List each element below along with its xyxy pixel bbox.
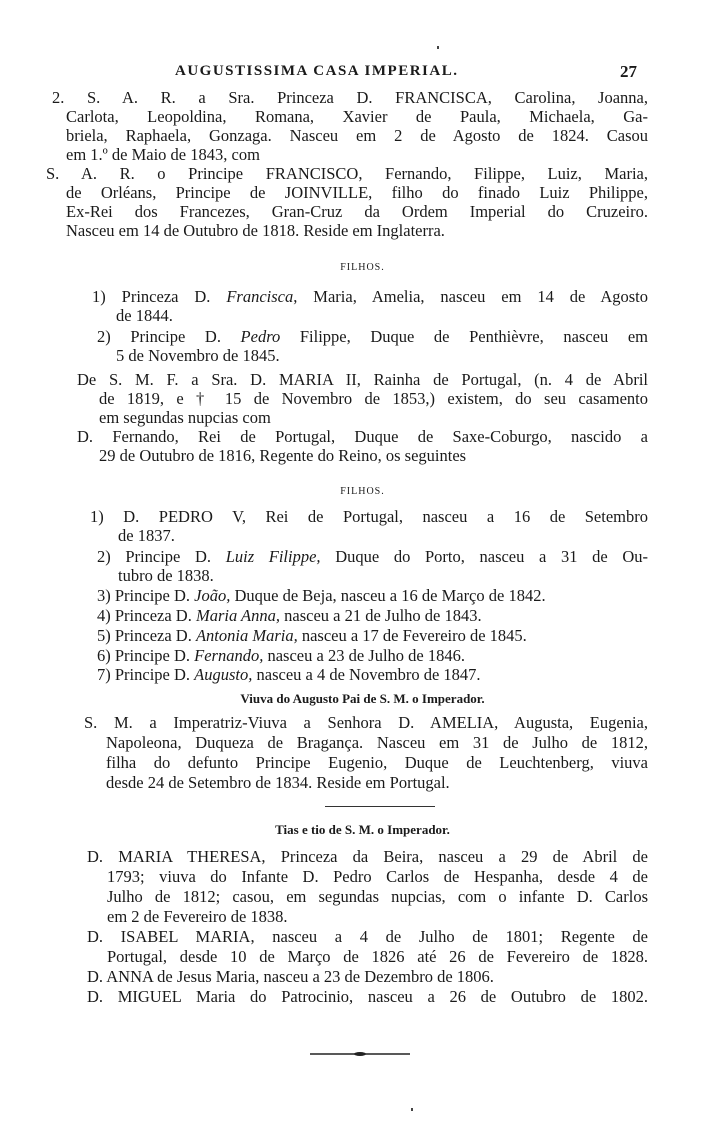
text-segment: 1) D. PEDRO V, Rei de Portugal, nasceu a 16 de Setembro bbox=[90, 507, 648, 526]
text-segment: briela, Raphaela, Gonzaga. Nasceu em 2 de Agosto de 1824. Casou bbox=[66, 126, 648, 145]
scan-speck bbox=[437, 46, 439, 49]
text-segment: Duque do Porto, nasceu a 31 de Ou- bbox=[320, 547, 648, 566]
text-line bbox=[77, 370, 648, 389]
page-number: 27 bbox=[620, 62, 637, 81]
text-segment: Viuva do Augusto Pai de S. M. o Imperador. bbox=[240, 691, 485, 706]
text-segment: nasceu a 17 de Fevereiro de 1845. bbox=[297, 626, 527, 645]
text-segment: D. ANNA de Jesus Maria, nasceu a 23 de Dezembro de 1806. bbox=[87, 967, 494, 986]
text-line bbox=[106, 733, 648, 752]
text-segment: nasceu a 4 de Novembro de 1847. bbox=[252, 665, 481, 684]
text-segment: D. MIGUEL Maria do Patrocinio, nasceu a 26 de Outubro de 1802. bbox=[87, 987, 648, 1006]
text-segment: de 1837. bbox=[118, 526, 175, 545]
text-segment: de 1819, e † 15 de Novembro de 1853,) existem, do seu casamento bbox=[99, 389, 648, 408]
text-segment: 3) Principe D. bbox=[97, 586, 195, 605]
scan-speck bbox=[411, 1108, 413, 1111]
text-segment: nasceu a 23 de Julho de 1846. bbox=[263, 646, 465, 665]
text-line bbox=[66, 202, 648, 221]
text-segment: Julho de 1812; casou, em segundas nupcias, com o infante D. Carlos bbox=[107, 887, 648, 906]
text-line bbox=[97, 606, 482, 625]
text-segment: 1793; viuva do Infante D. Pedro Carlos de Hespanha, desde 4 de bbox=[107, 867, 648, 886]
text-line bbox=[97, 626, 527, 645]
text-line bbox=[118, 526, 175, 545]
text-segment: de 1844. bbox=[116, 306, 173, 325]
text-segment: 5 de Novembro de 1845. bbox=[116, 346, 280, 365]
text-segment: Nasceu em 14 de Outubro de 1818. Reside em Inglaterra. bbox=[66, 221, 445, 240]
running-header-title: AUGUSTISSIMA CASA IMPERIAL. bbox=[175, 63, 459, 79]
text-segment: Filippe, Duque de Penthièvre, nasceu em bbox=[280, 327, 648, 346]
text-line bbox=[97, 586, 546, 605]
italic-name: Antonia Maria, bbox=[195, 626, 298, 645]
text-line bbox=[97, 665, 481, 684]
text-segment: FILHOS. bbox=[340, 262, 385, 273]
text-segment: 2) Principe D. bbox=[97, 547, 226, 566]
text-line bbox=[99, 408, 271, 427]
text-segment: Duque de Beja, nasceu a 16 de Março de 1842. bbox=[230, 586, 546, 605]
text-segment: De S. M. F. a Sra. D. MARIA II, Rainha de Portugal, (n. 4 de Abril bbox=[77, 370, 648, 389]
text-line bbox=[66, 183, 648, 202]
text-segment: D. ISABEL MARIA, nasceu a 4 de Julho de 1801; Regente de bbox=[87, 927, 648, 946]
section-heading bbox=[0, 258, 725, 277]
text-line bbox=[90, 507, 648, 526]
text-segment: D. Fernando, Rei de Portugal, Duque de Saxe-Coburgo, nascido a bbox=[77, 427, 648, 446]
text-line bbox=[52, 88, 648, 107]
text-line bbox=[87, 987, 648, 1006]
text-segment: D. MARIA THERESA, Princeza da Beira, nasceu a 29 de Abril de bbox=[87, 847, 648, 866]
text-line bbox=[77, 427, 648, 446]
text-segment: Carlota, Leopoldina, Romana, Xavier de Paula, Michaela, Ga- bbox=[66, 107, 648, 126]
text-line bbox=[107, 867, 648, 886]
section-divider bbox=[325, 806, 435, 807]
italic-name: Maria Anna, bbox=[195, 606, 280, 625]
text-line bbox=[84, 713, 648, 732]
text-line bbox=[97, 327, 648, 346]
text-segment: em segundas nupcias com bbox=[99, 408, 271, 427]
text-line bbox=[87, 967, 494, 986]
text-line bbox=[66, 126, 648, 145]
text-segment: Portugal, desde 10 de Março de 1826 até 26 de Fevereiro de 1828. bbox=[107, 947, 648, 966]
text-segment: 7) Principe D. bbox=[97, 665, 195, 684]
text-segment: tubro de 1838. bbox=[118, 566, 214, 585]
text-line bbox=[99, 446, 466, 465]
text-line bbox=[107, 947, 648, 966]
section-heading bbox=[0, 689, 725, 708]
text-line bbox=[116, 306, 173, 325]
text-line bbox=[97, 547, 648, 566]
italic-name: Augusto, bbox=[194, 665, 253, 684]
italic-name: Pedro bbox=[240, 327, 281, 346]
text-line bbox=[87, 847, 648, 866]
text-segment: em 1.º de Maio de 1843, com bbox=[66, 145, 260, 164]
text-segment: 4) Princeza D. bbox=[97, 606, 196, 625]
text-segment: Tias e tio de S. M. o Imperador. bbox=[275, 822, 450, 837]
text-line bbox=[106, 753, 648, 772]
text-line bbox=[99, 389, 648, 408]
text-line bbox=[97, 646, 465, 665]
text-line bbox=[46, 164, 648, 183]
text-segment: Ex-Rei dos Francezes, Gran-Cruz da Ordem Imperial do Cruzeiro. bbox=[66, 202, 648, 221]
text-segment: S. A. R. o Principe FRANCISCO, Fernando, Filippe, Luiz, Maria, bbox=[46, 164, 648, 183]
text-line bbox=[107, 907, 288, 926]
text-segment: Napoleona, Duqueza de Bragança. Nasceu em 31 de Julho de 1812, bbox=[106, 733, 648, 752]
text-segment: 29 de Outubro de 1816, Regente do Reino, os seguintes bbox=[99, 446, 467, 465]
text-segment: FILHOS. bbox=[340, 486, 385, 497]
text-segment: de Orléans, Principe de JOINVILLE, filho do finado Luiz Philippe, bbox=[66, 183, 648, 202]
text-line bbox=[66, 145, 260, 164]
text-segment: S. M. a Imperatriz-Viuva a Senhora D. AMELIA, Augusta, Eugenia, bbox=[84, 713, 648, 732]
text-line bbox=[66, 107, 648, 126]
text-segment: 6) Principe D. bbox=[97, 646, 195, 665]
italic-name: Francisca bbox=[226, 287, 294, 306]
text-line bbox=[92, 287, 648, 306]
italic-name: Fernando, bbox=[194, 646, 264, 665]
text-line bbox=[66, 221, 445, 240]
text-segment: filha do defunto Principe Eugenio, Duque de Leuchtenberg, viuva bbox=[106, 753, 648, 772]
text-line bbox=[118, 566, 214, 585]
text-segment: , Maria, Amelia, nasceu em 14 de Agosto bbox=[293, 287, 648, 306]
text-segment: 1) Princeza D. bbox=[92, 287, 227, 306]
text-segment: 2. S. A. R. a Sra. Princeza D. FRANCISCA, Carolina, Joanna, bbox=[52, 88, 648, 107]
text-segment: nasceu a 21 de Julho de 1843. bbox=[280, 606, 482, 625]
italic-name: Luiz Filippe, bbox=[225, 547, 321, 566]
section-heading bbox=[0, 482, 725, 501]
text-segment: em 2 de Fevereiro de 1838. bbox=[107, 907, 288, 926]
text-segment: 2) Principe D. bbox=[97, 327, 241, 346]
italic-name: João, bbox=[194, 586, 231, 605]
section-heading bbox=[0, 820, 725, 839]
text-line bbox=[106, 773, 450, 792]
text-line bbox=[116, 346, 280, 365]
text-line bbox=[107, 887, 648, 906]
ornament-divider bbox=[300, 1052, 420, 1056]
text-line bbox=[87, 927, 648, 946]
text-segment: 5) Princeza D. bbox=[97, 626, 196, 645]
text-segment: desde 24 de Setembro de 1834. Reside em Portugal. bbox=[106, 773, 450, 792]
